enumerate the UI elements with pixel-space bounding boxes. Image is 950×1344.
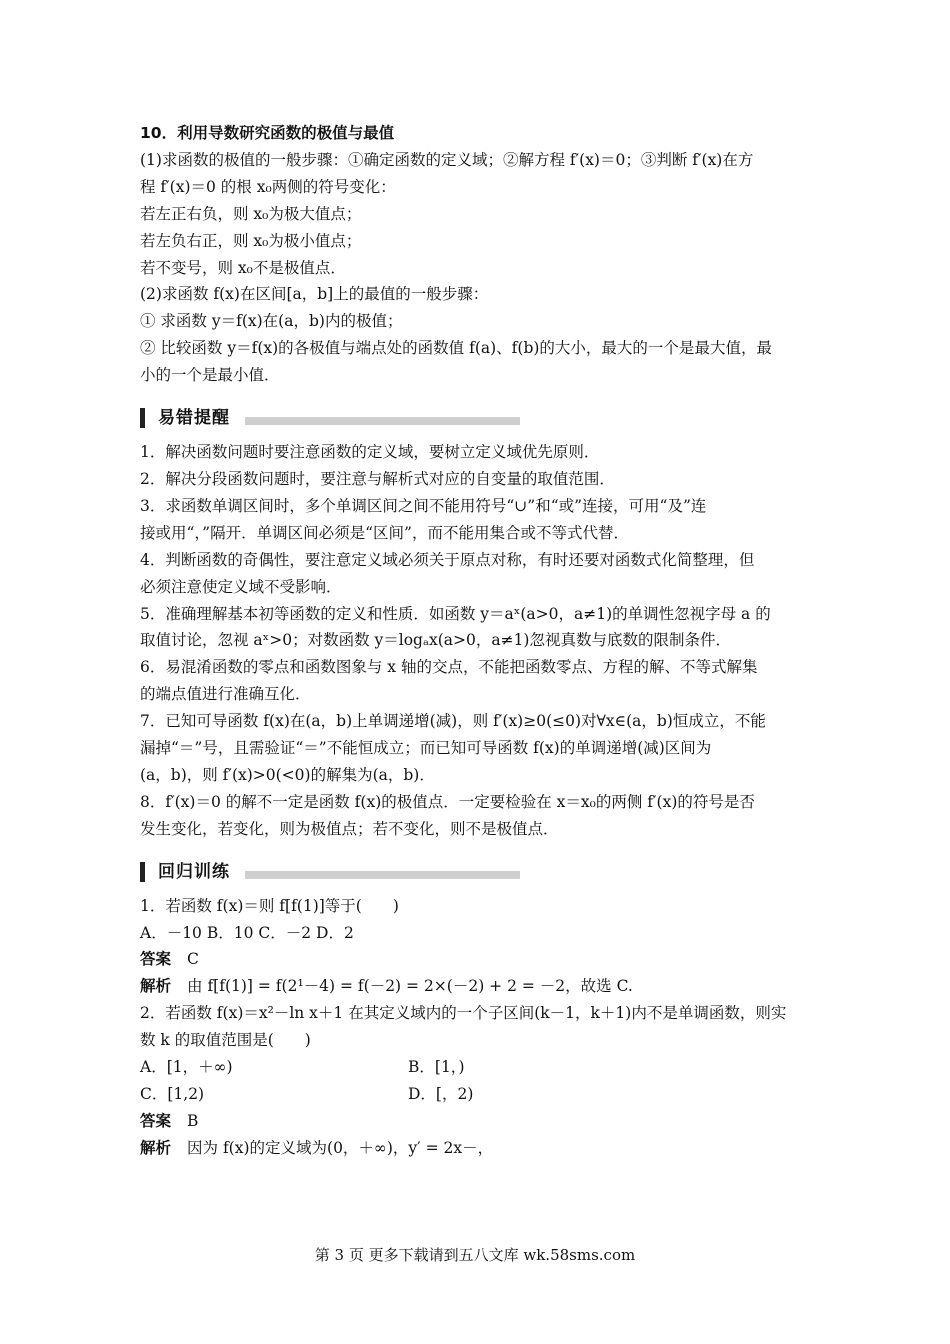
section-header-errors <box>140 405 812 433</box>
analysis-text: 因为 f(x)的定义域为(0，＋∞)，y′ = 2x－， <box>187 1139 494 1157</box>
error-item: 3．求函数单调区间时，多个单调区间之间不能用符号“∪”和“或”连接，可用“及”连 <box>140 496 707 515</box>
text-line: 若左负右正，则 x₀为极小值点； <box>140 231 362 250</box>
text-line: 程 f′(x)＝0 的根 x₀两侧的符号变化： <box>140 177 396 196</box>
error-item: 必须注意使定义域不受影响． <box>140 577 342 596</box>
question-2-stem: 2．若函数 f(x)＝x²－ln x＋1 在其定义域内的一个子区间(k－1，k＋1)内不是单调函数，则实 <box>140 1004 787 1023</box>
error-item: 漏掉“＝”号，且需验证“＝”不能恒成立；而已知可导函数 f(x)的单调递增(减)区间为 <box>140 739 712 758</box>
page-footer: 第 3 页 更多下载请到五八文库 wk.58sms.com <box>314 1246 636 1264</box>
section-marker <box>140 862 145 882</box>
question-1-answer <box>140 946 812 973</box>
section-title: 回归训练 <box>158 861 230 882</box>
text-line: (1)求函数的极值的一般步骤：①确定函数的定义域；②解方程 f′(x)＝0；③判断 f′(x)在方 <box>140 150 754 169</box>
text-line: ② 比较函数 y＝f(x)的各极值与端点处的函数值 f(a)、f(b)的大小，最大的一个是最大值，最 <box>140 339 772 358</box>
section-header-review <box>140 859 812 887</box>
question-2-answer <box>140 1108 812 1135</box>
section-10-title: 10．利用导数研究函数的极值与最值 <box>140 124 395 142</box>
error-item: 8．f′(x)＝0 的解不一定是函数 f(x)的极值点．一定要检验在 x＝x₀的两侧 f′(x)的符号是否 <box>140 792 755 811</box>
answer-label: 答案 <box>140 1112 172 1131</box>
text-line: (2)求函数 f(x)在区间[a，b]上的最值的一般步骤： <box>140 285 489 304</box>
question-1-analysis <box>140 973 812 1000</box>
text-line: 小的一个是最小值． <box>140 366 280 385</box>
answer-label: 答案 <box>140 950 172 969</box>
option-b: B．[1，) <box>408 1058 465 1077</box>
page-content <box>140 120 812 1162</box>
question-1-stem: 1．若函数 f(x)＝则 f[f(1)]等于( ) <box>140 896 399 915</box>
option-c: C．[1,2) <box>140 1085 205 1104</box>
analysis-text: 由 f[f(1)] = f(2¹－4) = f(－2) = 2×(－2) + 2 = －2，故选 C. <box>187 977 633 996</box>
error-item: 取值讨论，忽视 aˣ>0；对数函数 y＝logₐx(a>0，a≠1)忽视真数与底数的限制条件． <box>140 631 731 650</box>
section-title: 易错提醒 <box>158 408 230 429</box>
error-item: 6．易混淆函数的零点和函数图象与 x 轴的交点，不能把函数零点、方程的解、不等式解集 <box>140 658 758 677</box>
section-rule <box>245 871 520 879</box>
error-item: 接或用“，”隔开．单调区间必须是“区间”，而不能用集合或不等式代替． <box>140 523 629 542</box>
answer-value: B <box>187 1112 199 1131</box>
question-2-options-row <box>140 1081 812 1108</box>
section-marker <box>140 408 145 428</box>
error-item: 7．已知可导函数 f(x)在(a，b)上单调递增(减)，则 f′(x)≥0(≤0)对∀x∈(a，b)恒成立，不能 <box>140 712 766 731</box>
question-2-stem-cont: 数 k 的取值范围是( ) <box>140 1031 311 1050</box>
section-rule <box>245 417 520 425</box>
question-2-options-row <box>140 1054 812 1081</box>
option-d: D．[，2) <box>408 1085 474 1104</box>
question-1-options: A．－10 B．10 C．－2 D．2 <box>140 923 354 942</box>
text-line: ① 求函数 y＝f(x)在(a，b)内的极值； <box>140 312 403 331</box>
text-line: 若左正右负，则 x₀为极大值点； <box>140 204 362 223</box>
analysis-label: 解析 <box>140 977 172 996</box>
question-2-analysis <box>140 1135 812 1162</box>
option-a: A．[1，＋∞) <box>140 1058 233 1077</box>
error-item: 2．解决分段函数问题时，要注意与解析式对应的自变量的取值范围． <box>140 469 615 488</box>
answer-value: C <box>187 950 199 969</box>
error-item: 发生变化，若变化，则为极值点；若不变化，则不是极值点． <box>140 819 559 838</box>
error-item: 的端点值进行准确互化． <box>140 685 311 704</box>
error-item: 4．判断函数的奇偶性，要注意定义域必须关于原点对称，有时还要对函数式化简整理，但 <box>140 550 755 569</box>
error-item: 5．准确理解基本初等函数的定义和性质．如函数 y＝aˣ(a>0，a≠1)的单调性忽视字母 a 的 <box>140 604 771 623</box>
analysis-label: 解析 <box>140 1139 172 1157</box>
text-line: 若不变号，则 x₀不是极值点． <box>140 258 346 277</box>
error-item: 1．解决函数问题时要注意函数的定义域，要树立定义域优先原则． <box>140 443 600 462</box>
error-item: (a，b)，则 f′(x)>0(<0)的解集为(a，b)． <box>140 765 435 784</box>
